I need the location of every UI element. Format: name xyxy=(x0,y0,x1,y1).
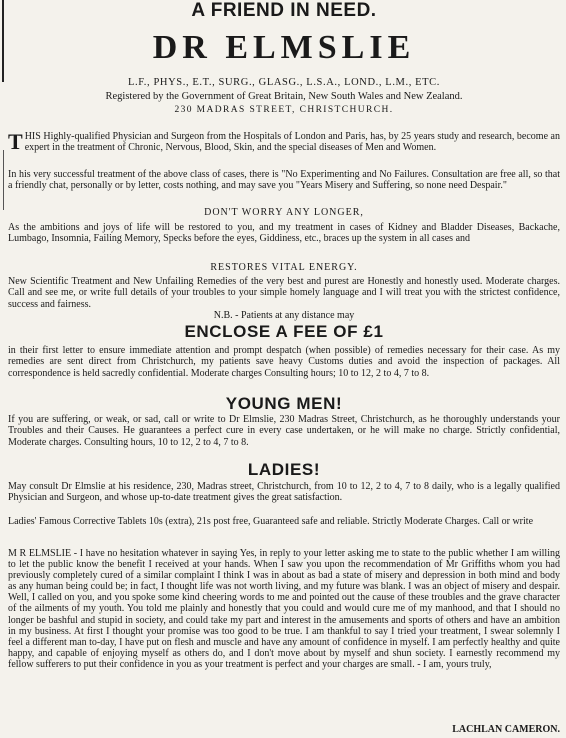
ladies-paragraph: May consult Dr Elmslie at his residence, 230, Madras street, Christchurch, from 10 to 12, 2 to 4, 7 to 8 daily, who is a legally qualified Physician and Surgeon, and whose up-to-date treatment gives the great satisfaction. xyxy=(8,481,560,504)
distance-note: N.B. - Patients at any distance may xyxy=(213,310,355,321)
registration-line: Registered by the Government of Great Britain, New South Wales and New Zealand. xyxy=(105,91,463,102)
worry-paragraph: As the ambitions and joys of life will be restored to you, and my treatment in cases of Kidney and Bladder Diseases, Backache, Lumbago, Insomnia, Failing Memory, Specks before the eyes, Giddiness, etc., braces up the system in all cases and xyxy=(8,222,560,245)
intro-text: HIS Highly-qualified Physician and Surgeon from the Hospitals of London and Paris, has, by 25 years study and research, become an expert in the treatment of Chronic, Nervous, Blood, Skin, and the special diseases of Men and Women. xyxy=(24,131,560,154)
worry-heading: DON'T WORRY ANY LONGER, xyxy=(204,207,364,218)
column-rule xyxy=(3,150,4,210)
qualifications-line: L.F., PHYS., E.T., SURG., GLASG., L.S.A., LOND., L.M., ETC. xyxy=(127,77,441,88)
experimenting-paragraph: In his very successful treatment of the above class of cases, there is "No Experimenting and No Failures. Consultation are free all, so that a friendly chat, personally or by letter, costs nothing, and may save you "Years Misery and Suffering, so none need Despair." xyxy=(8,169,560,192)
drop-cap: T xyxy=(8,129,23,154)
fee-heading: ENCLOSE A FEE OF £1 xyxy=(184,322,384,341)
testimonial-signature: LACHLAN CAMERON. xyxy=(452,724,560,735)
tablets-paragraph: Ladies' Famous Corrective Tablets 10s (extra), 21s post free, Guaranteed safe and reliable. Strictly Moderate Charges. Call or write xyxy=(8,516,534,527)
young-men-paragraph: If you are suffering, or weak, or sad, call or write to Dr Elmslie, 230 Madras Street, Christchurch, as he thoroughly understands your Troubles and their Causes. He guarantees a perfect cure in every case undertaken, or he will make no charge. Strictly confidential, Moderate charges. Consulting hours, 10 to 12, 2 to 4, 7 to 8. xyxy=(8,414,560,448)
energy-paragraph: New Scientific Treatment and New Unfailing Remedies of the very best and purest are Honestly and honestly used. Moderate charges. Call and see me, or write full details of your troubles to your simple homely language and I will treat you with the strictest confidence, success and fairness. xyxy=(8,276,560,310)
fee-paragraph: in their first letter to ensure immediate attention and prompt despatch (when possible) of remedies necessary for their case. As my remedies are sent direct from Christchurch, my patients save heavy Customs duties and avoid the inspection of packages. All correspondence is held sacredly confidential. Moderate charges Consulting hours; 10 to 12, 2 to 4, 7 to 8. xyxy=(8,345,560,379)
kicker-heading: A FRIEND IN NEED. xyxy=(191,0,377,21)
ladies-heading: LADIES! xyxy=(247,460,321,479)
doctor-name-heading: DR ELMSLIE xyxy=(152,29,416,66)
column-rule xyxy=(2,0,4,82)
energy-heading: RESTORES VITAL ENERGY. xyxy=(210,262,358,273)
testimonial-letter: M R ELMSLIE - I have no hesitation whatever in saying Yes, in reply to your letter asking me to state to the public whether I am willing to let the public know the benefit I received at your hands. When I saw you upon the recommendation of Mr Griffiths whom you had previously completely cured of a similar complaint I think I was in about as bad a state of misery and depression in both mind and body as any human being could be; in fact, I thought life was not worth living, and my future was blank. I was an object of misery and despair. Well, I called on you, and you spoke some kind cheering words to me and pointed out the cause of these troubles and the grave character of the ailments of my youth. You told me plainly and honestly that you could and would cure me of my manhood, and that I should no longer be bashful and stupid in society, and could take my part and interest in the amusements and sports of others and have an ambition in my business. At first I thought your promise was too good to be true. I am thankful to say I tried your treatment, I swear solemnly I feel a different man to-day, I have put on flesh and muscle and have any amount of confidence in myself. I am perfectly healthy and quite happy, and capable of enjoying myself as others do, and I don't move about by myself and shun society. I earnestly recommend my fellow sufferers to put their confidence in you as your treatment is perfect and your charges are small. - I am, yours truly, xyxy=(8,548,560,670)
young-men-heading: YOUNG MEN! xyxy=(225,394,343,413)
address-line: 230 MADRAS STREET, CHRISTCHURCH. xyxy=(174,105,394,115)
intro-paragraph xyxy=(8,131,560,154)
